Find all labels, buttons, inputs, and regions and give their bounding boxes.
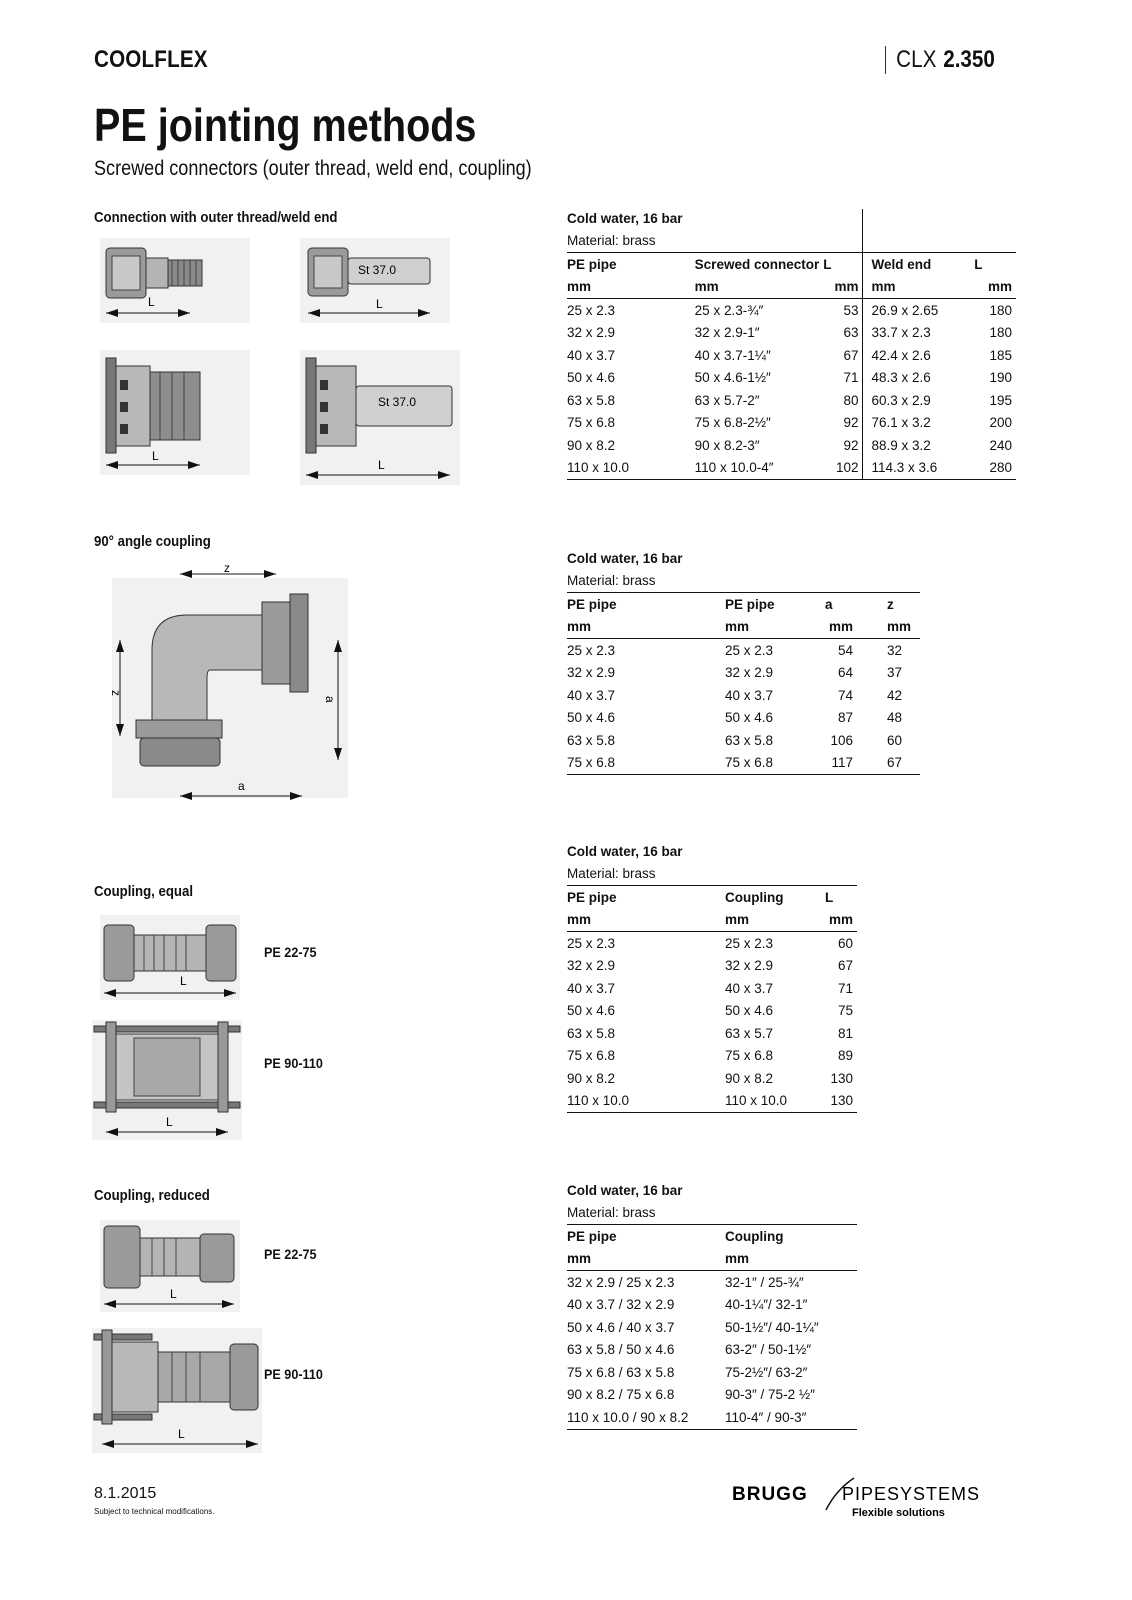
table-cell: 50 x 4.6 xyxy=(567,710,616,726)
table-cell: 50 x 4.6-1½″ xyxy=(694,370,771,386)
table2-header: PE pipe xyxy=(567,596,617,612)
table-cell: 75 x 6.8 xyxy=(567,415,616,431)
table-cell: 40 x 3.7-1¼″ xyxy=(694,347,771,363)
table-cell: 63 x 5.8 xyxy=(567,392,616,408)
table-cell: 40 x 3.7 xyxy=(567,687,616,703)
table-row xyxy=(567,932,857,955)
table-cell: 50 x 4.6 xyxy=(567,1003,616,1019)
table1-header: Weld end xyxy=(863,253,974,276)
table4-header-row xyxy=(567,1225,857,1248)
table-cell: 32 x 2.9 xyxy=(567,325,616,341)
table-cell: 90 x 8.2-3″ xyxy=(694,437,760,453)
brand-name: COOLFLEX xyxy=(94,46,208,73)
footer-date: 8.1.2015 xyxy=(94,1485,157,1502)
table-cell: 240 xyxy=(989,437,1012,453)
table2-unit: mm xyxy=(567,616,725,639)
coupling-equal-table xyxy=(567,840,857,1113)
table-cell: 90 x 8.2 xyxy=(567,1070,616,1086)
table-cell: 90-3″ / 75-2 ½″ xyxy=(725,1387,815,1403)
table-cell: 110 x 10.0 xyxy=(725,1090,825,1113)
table4-header: PE pipe xyxy=(567,1228,617,1244)
table1-header: L xyxy=(823,256,832,272)
section-coupling-equal-heading: Coupling, equal xyxy=(94,883,193,900)
svg-text:L: L xyxy=(152,449,159,463)
table-cell: 67 xyxy=(843,347,859,363)
table-row xyxy=(567,1271,857,1294)
svg-text:L: L xyxy=(170,1287,177,1301)
table-cell: 75 xyxy=(837,1003,853,1019)
table-cell: 75-2½″/ 63-2″ xyxy=(725,1364,808,1380)
table-cell: 42 xyxy=(887,687,903,703)
coupling-reduced-large-drawing xyxy=(92,1328,262,1453)
table4-unit: mm xyxy=(567,1248,725,1271)
table-row xyxy=(567,389,1016,412)
table-cell: 37 xyxy=(887,665,903,681)
table3-header: PE pipe xyxy=(567,889,617,905)
table-cell: 32 x 2.9 / 25 x 2.3 xyxy=(567,1274,675,1290)
material-label-st37: St 37.0 xyxy=(358,263,397,277)
table-cell: 63 x 5.8 xyxy=(567,1025,616,1041)
table-cell: 102 xyxy=(823,457,863,480)
table-cell: 32 x 2.9-1″ xyxy=(694,325,760,341)
table-cell: 80 xyxy=(843,392,859,408)
table-row xyxy=(567,955,857,978)
table-cell: 130 xyxy=(830,1070,853,1086)
table-cell: 32 x 2.9 xyxy=(567,665,616,681)
table-cell: 63 x 5.7-2″ xyxy=(694,392,760,408)
table-row xyxy=(567,322,1016,345)
table-row xyxy=(567,1361,857,1384)
table2-header: PE pipe xyxy=(725,596,775,612)
table-cell: 32 x 2.9 xyxy=(567,958,616,974)
table-cell: 40-1¼″/ 32-1″ xyxy=(725,1297,808,1313)
table1-material: Material: brass xyxy=(567,230,863,253)
table-cell: 180 xyxy=(989,302,1012,318)
table-cell: 32 xyxy=(887,642,903,658)
table-cell: 33.7 x 2.3 xyxy=(863,322,974,345)
table2-unit: mm xyxy=(825,616,857,639)
table-cell: 200 xyxy=(989,415,1012,431)
svg-text:L: L xyxy=(378,458,385,472)
outer-thread-weld-end-table xyxy=(567,207,1016,480)
table4-material: Material: brass xyxy=(567,1202,857,1225)
page-subtitle: Screwed connectors (outer thread, weld end, coupling) xyxy=(94,157,532,180)
table-cell: 32-1″ / 25-¾″ xyxy=(725,1274,804,1290)
table1-unit-row xyxy=(567,276,1016,299)
table-cell: 25 x 2.3 xyxy=(725,642,774,658)
table-cell: 48.3 x 2.6 xyxy=(863,367,974,390)
table-row xyxy=(567,1294,857,1317)
table3-body xyxy=(567,932,857,1113)
svg-text:a: a xyxy=(238,779,245,793)
table-cell: 75 x 6.8 xyxy=(725,1048,774,1064)
table-cell: 75 x 6.8-2½″ xyxy=(694,415,771,431)
section-angle-coupling-heading: 90° angle coupling xyxy=(94,533,211,550)
table-cell: 50 x 4.6 xyxy=(725,1003,774,1019)
table-row xyxy=(567,1067,857,1090)
table-row xyxy=(567,457,1016,480)
table-cell: 74 xyxy=(837,687,853,703)
table-cell: 90 x 8.2 xyxy=(725,1070,774,1086)
table-cell: 110 x 10.0 xyxy=(567,1090,725,1113)
table3-header: Coupling xyxy=(725,889,784,905)
table-cell: 50 x 4.6 xyxy=(567,370,616,386)
table4-caption: Cold water, 16 bar xyxy=(567,1182,683,1198)
flanged-weld-end-connector-drawing xyxy=(300,350,460,485)
table-cell: 114.3 x 3.6 xyxy=(863,457,974,480)
doc-number: 2.350 xyxy=(943,46,995,73)
table-row xyxy=(567,1000,857,1023)
table-cell: 25 x 2.3 xyxy=(725,935,774,951)
table-cell: 25 x 2.3 xyxy=(567,642,616,658)
table3-header-row xyxy=(567,886,857,909)
table-cell: 90 x 8.2 xyxy=(567,437,616,453)
table-row xyxy=(567,752,920,775)
svg-text:L: L xyxy=(180,974,187,988)
table2-header: a xyxy=(825,596,833,612)
table-cell: 54 xyxy=(837,642,853,658)
table-cell: 60 xyxy=(837,935,853,951)
table-cell: 88.9 x 3.2 xyxy=(863,434,974,457)
table-cell: 53 xyxy=(843,302,859,318)
table-row xyxy=(567,1022,857,1045)
table-cell: 40 x 3.7 xyxy=(567,980,616,996)
table-cell: 90 x 8.2 / 75 x 6.8 xyxy=(567,1387,675,1403)
table-cell: 195 xyxy=(989,392,1012,408)
table-row xyxy=(567,1045,857,1068)
coupling-equal-small-label: PE 22-75 xyxy=(264,944,317,960)
table2-material: Material: brass xyxy=(567,570,920,593)
table-cell: 89 xyxy=(837,1048,853,1064)
table-cell: 32 x 2.9 xyxy=(725,665,774,681)
table1-unit: mm xyxy=(567,276,695,299)
table-cell: 42.4 x 2.6 xyxy=(863,344,974,367)
table-row xyxy=(567,344,1016,367)
coupling-reduced-small-label: PE 22-75 xyxy=(264,1246,317,1262)
table-cell: 190 xyxy=(989,370,1012,386)
table-cell: 71 xyxy=(843,370,859,386)
table1-header-row xyxy=(567,253,1016,276)
table4-header: Coupling xyxy=(725,1228,784,1244)
coupling-reduced-large-label: PE 90-110 xyxy=(264,1366,323,1382)
table3-unit: mm xyxy=(725,909,825,932)
svg-text:L: L xyxy=(178,1427,185,1441)
doc-prefix: CLX xyxy=(896,46,937,73)
table-row xyxy=(567,662,920,685)
table-cell: 50-1½″/ 40-1¼″ xyxy=(725,1319,819,1335)
table-cell: 63 x 5.7 xyxy=(725,1025,774,1041)
table-cell: 71 xyxy=(837,980,853,996)
table-cell: 25 x 2.3-¾″ xyxy=(694,302,764,318)
table2-header: z xyxy=(887,596,894,612)
table-cell: 185 xyxy=(989,347,1012,363)
section-outer-thread-heading: Connection with outer thread/weld end xyxy=(94,209,338,226)
table-cell: 50 x 4.6 / 40 x 3.7 xyxy=(567,1319,675,1335)
table2-header-row xyxy=(567,593,920,616)
table-cell: 110 x 10.0 / 90 x 8.2 xyxy=(567,1406,725,1429)
table-row xyxy=(567,1406,857,1429)
table-cell: 26.9 x 2.65 xyxy=(863,299,974,322)
table-row xyxy=(567,299,1016,322)
brugg-logo xyxy=(732,1476,1022,1522)
table-cell: 110 x 10.0-4″ xyxy=(695,457,824,480)
table-row xyxy=(567,684,920,707)
table-cell: 63-2″ / 50-1½″ xyxy=(725,1342,812,1358)
table1-caption: Cold water, 16 bar xyxy=(567,210,683,226)
table-cell: 64 xyxy=(837,665,853,681)
table-cell: 48 xyxy=(887,710,903,726)
table-cell: 75 x 6.8 xyxy=(567,752,725,775)
table-cell: 60.3 x 2.9 xyxy=(863,389,974,412)
table-cell: 63 x 5.8 xyxy=(567,732,616,748)
table-cell: 75 x 6.8 xyxy=(567,1048,616,1064)
table-cell: 63 x 5.8 xyxy=(725,732,774,748)
table1-unit: mm xyxy=(974,276,1016,299)
table3-caption: Cold water, 16 bar xyxy=(567,843,683,859)
table-cell: 50 x 4.6 xyxy=(725,710,774,726)
coupling-reduced-small-drawing xyxy=(100,1220,240,1312)
weld-end-connector-drawing xyxy=(300,238,450,323)
table1-header: Screwed connector xyxy=(694,256,820,272)
flanged-thread-connector-drawing xyxy=(100,350,250,475)
table1-header: L xyxy=(974,256,983,272)
table1-unit: mm xyxy=(863,276,974,299)
table2-unit: mm xyxy=(857,616,920,639)
table-cell: 75 x 6.8 xyxy=(725,752,825,775)
dim-label-z: z xyxy=(224,561,230,575)
table2-caption: Cold water, 16 bar xyxy=(567,550,683,566)
table-cell: 40 x 3.7 / 32 x 2.9 xyxy=(567,1297,675,1313)
table-cell: 92 xyxy=(843,415,859,431)
page-title: PE jointing methods xyxy=(94,99,477,151)
table-row xyxy=(567,707,920,730)
table-cell: 67 xyxy=(837,958,853,974)
table-cell: 75 x 6.8 / 63 x 5.8 xyxy=(567,1364,675,1380)
table-cell: 32 x 2.9 xyxy=(725,958,774,974)
table3-header: L xyxy=(825,889,834,905)
table-cell: 76.1 x 3.2 xyxy=(863,412,974,435)
table-cell: 63 xyxy=(843,325,859,341)
table-cell: 40 x 3.7 xyxy=(567,347,616,363)
dim-label-l: L xyxy=(148,295,155,309)
table-cell: 106 xyxy=(830,732,853,748)
table1-header: PE pipe xyxy=(567,256,617,272)
table1-unit: mm xyxy=(695,276,824,299)
svg-text:L: L xyxy=(166,1115,173,1129)
coupling-equal-small-drawing xyxy=(100,915,240,1000)
table-cell: 63 x 5.8 / 50 x 4.6 xyxy=(567,1342,675,1358)
table4-unit: mm xyxy=(725,1248,857,1271)
table-cell: 25 x 2.3 xyxy=(567,302,616,318)
table4-unit-row xyxy=(567,1248,857,1271)
table-cell: 280 xyxy=(974,457,1016,480)
table-row xyxy=(567,1090,857,1113)
table-cell: 117 xyxy=(825,752,857,775)
svg-text:St 37.0: St 37.0 xyxy=(378,395,417,409)
logo-brugg-text: BRUGG xyxy=(732,1484,808,1505)
svg-text:z: z xyxy=(109,690,123,696)
table-cell: 110-4″ / 90-3″ xyxy=(725,1406,857,1429)
table2-body xyxy=(567,639,920,775)
table-cell: 110 x 10.0 xyxy=(567,457,695,480)
table-row xyxy=(567,1339,857,1362)
table-row xyxy=(567,434,1016,457)
coupling-equal-large-label: PE 90-110 xyxy=(264,1055,323,1071)
table2-unit-row xyxy=(567,616,920,639)
table-row xyxy=(567,412,1016,435)
table-cell: 92 xyxy=(843,437,859,453)
table-row xyxy=(567,1384,857,1407)
outer-thread-connector-drawing xyxy=(100,238,250,323)
table-cell: 67 xyxy=(857,752,920,775)
table3-unit-row xyxy=(567,909,857,932)
table3-unit: mm xyxy=(567,909,725,932)
table2-unit: mm xyxy=(725,616,825,639)
section-coupling-reduced-heading: Coupling, reduced xyxy=(94,1187,210,1204)
logo-pipesystems-text: PIPESYSTEMS xyxy=(842,1484,981,1504)
table1-body xyxy=(567,299,1016,480)
table-row xyxy=(567,729,920,752)
footer-note: Subject to technical modifications. xyxy=(94,1507,215,1516)
table-cell: 81 xyxy=(837,1025,853,1041)
table-cell: 130 xyxy=(825,1090,857,1113)
table4-body xyxy=(567,1271,857,1430)
table-row xyxy=(567,1316,857,1339)
coupling-equal-large-drawing xyxy=(92,1020,242,1140)
table-cell: 25 x 2.3 xyxy=(567,935,616,951)
table-cell: 60 xyxy=(887,732,903,748)
angle-coupling-table xyxy=(567,547,920,775)
table-row xyxy=(567,367,1016,390)
svg-text:L: L xyxy=(376,297,383,311)
logo-tagline: Flexible solutions xyxy=(852,1507,945,1519)
table-cell: 180 xyxy=(989,325,1012,341)
coupling-reduced-table xyxy=(567,1179,857,1430)
table-row xyxy=(567,639,920,662)
dim-label-a: a xyxy=(323,696,337,703)
table3-unit: mm xyxy=(825,909,857,932)
table-cell: 87 xyxy=(837,710,853,726)
table-cell: 40 x 3.7 xyxy=(725,980,774,996)
table-cell: 40 x 3.7 xyxy=(725,687,774,703)
table-row xyxy=(567,977,857,1000)
angle-coupling-drawing xyxy=(109,560,352,802)
table3-material: Material: brass xyxy=(567,863,857,886)
table1-unit: mm xyxy=(823,276,863,299)
document-reference xyxy=(885,46,995,74)
